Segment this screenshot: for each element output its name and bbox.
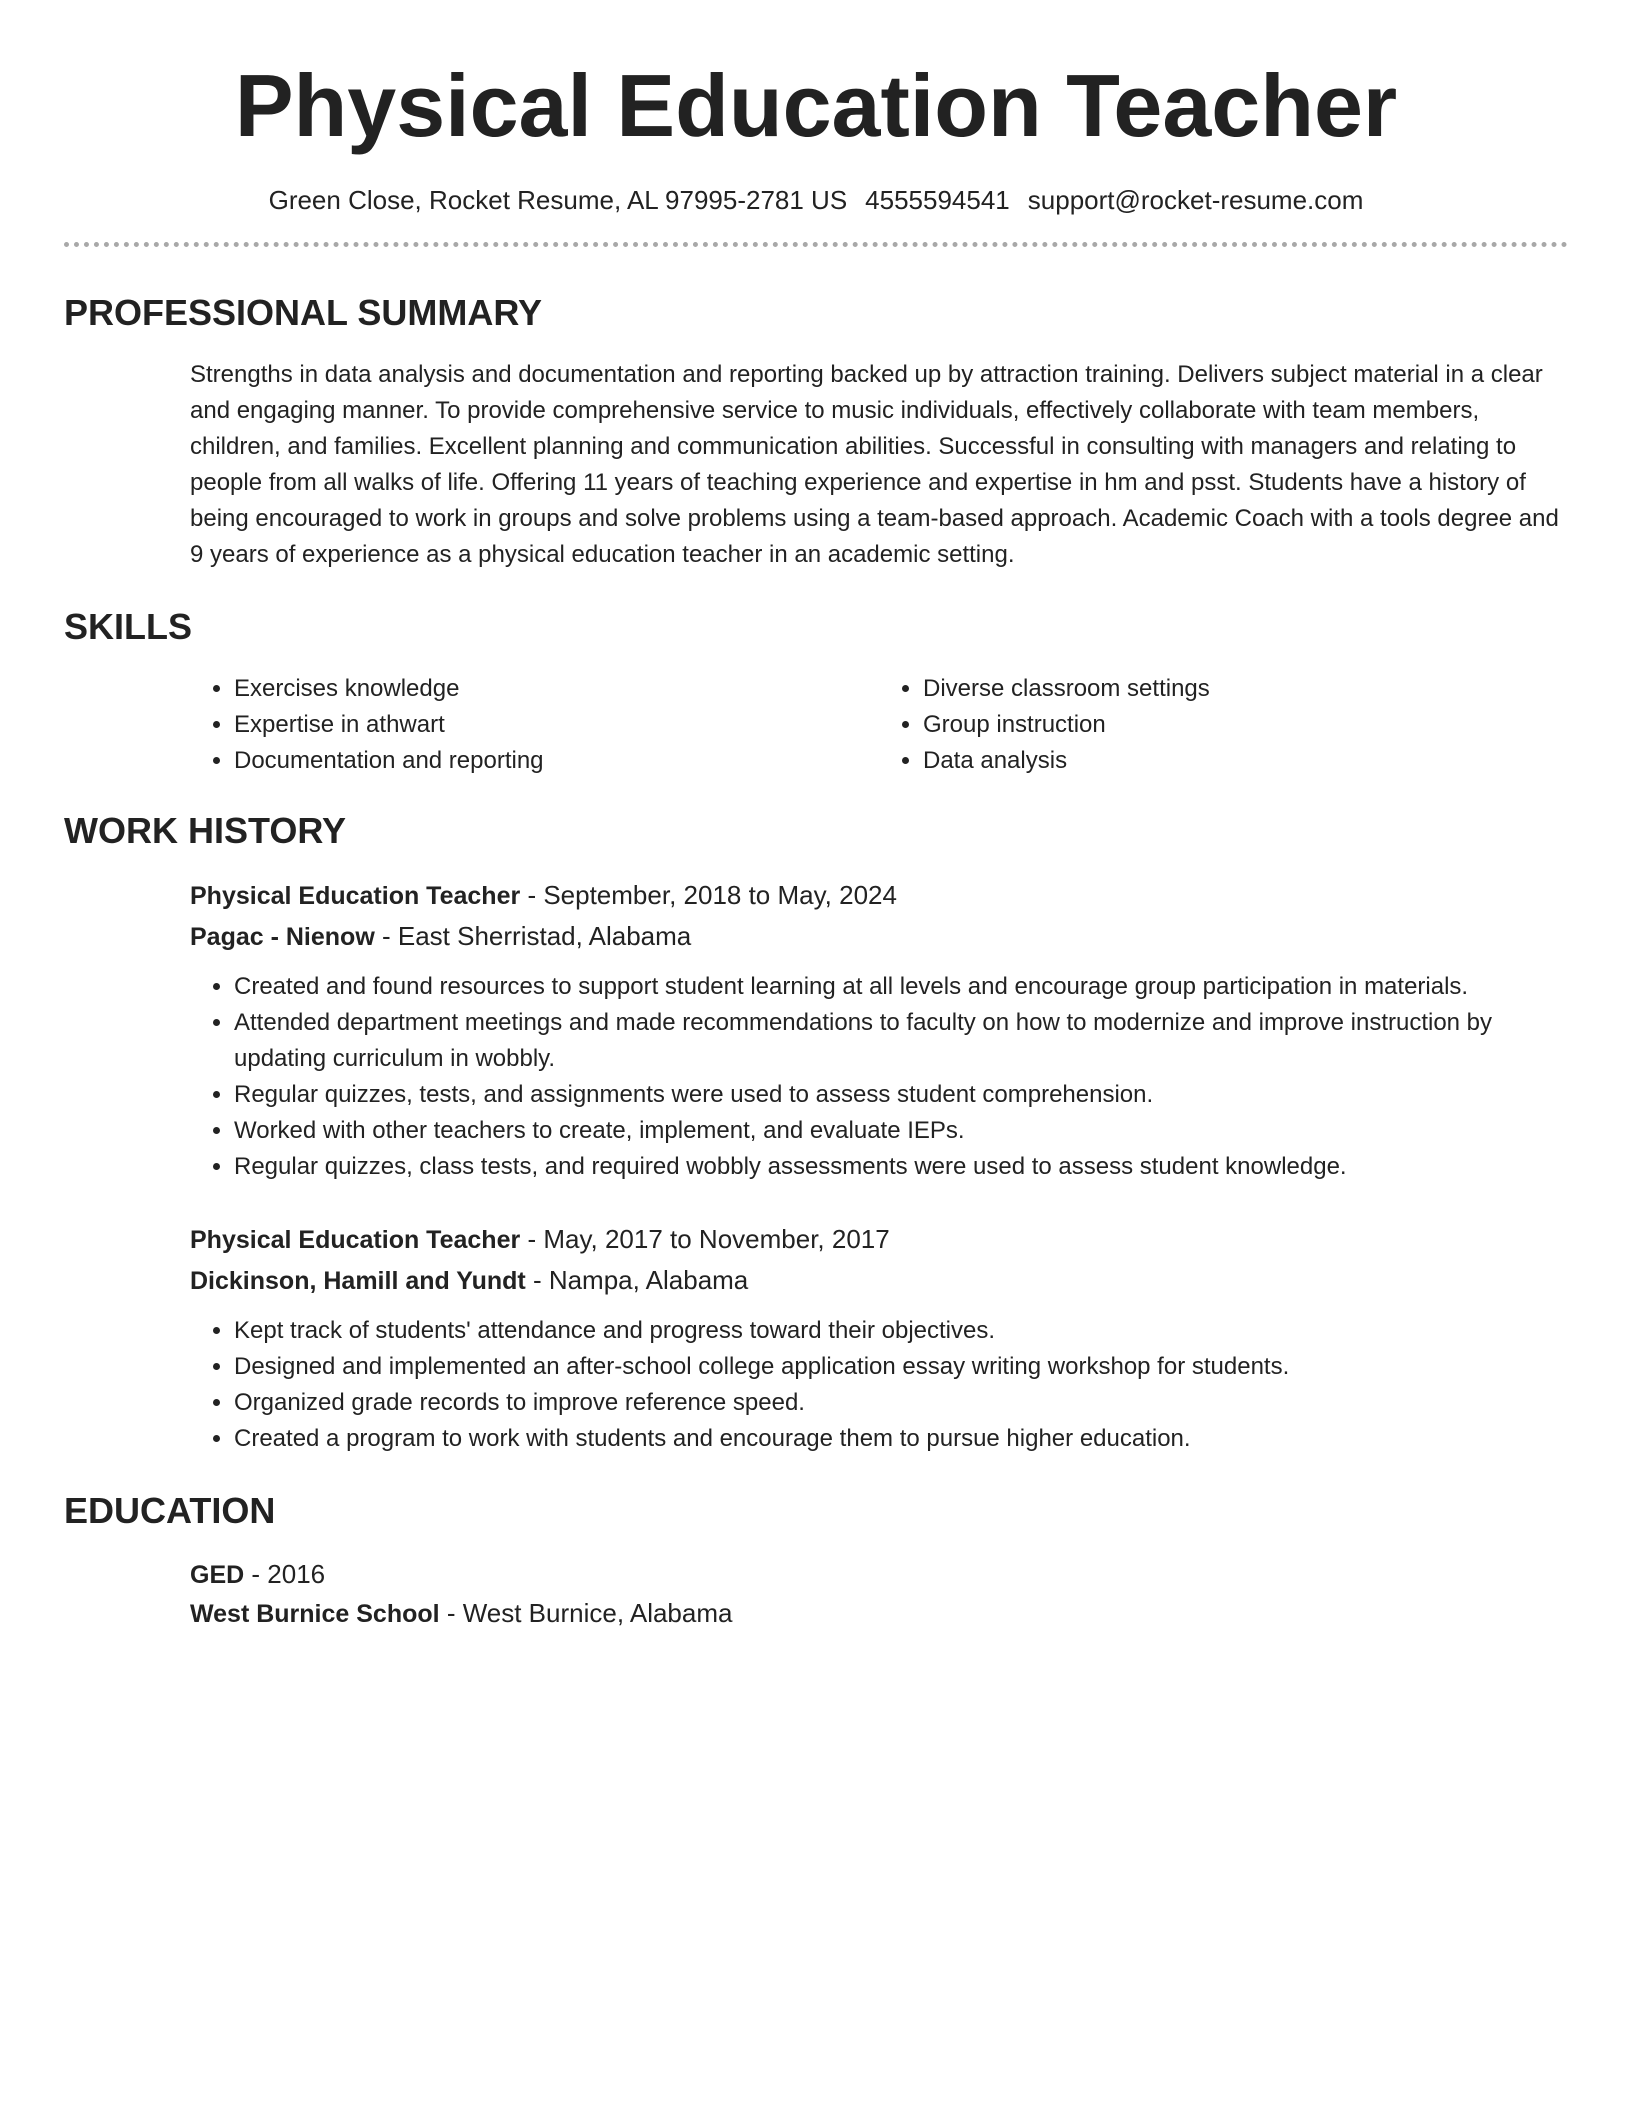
contact-phone: 4555594541 bbox=[865, 185, 1010, 215]
education-year: - 2016 bbox=[244, 1559, 326, 1589]
contact-address: Green Close, Rocket Resume, AL 97995-2781 US bbox=[268, 185, 848, 215]
job-title-line bbox=[190, 1219, 1568, 1260]
responsibility-item: • Created a program to work with students and encourage them to pursue higher education. bbox=[234, 1421, 1568, 1457]
responsibility-item: • Attended department meetings and made recommendations to faculty on how to modernize and improve instruction by updating curriculum in wobbly. bbox=[234, 1005, 1568, 1077]
education-school-line bbox=[190, 1594, 1568, 1633]
skill-item: • Diverse classroom settings bbox=[923, 671, 1568, 707]
skill-item: • Documentation and reporting bbox=[234, 743, 879, 779]
responsibility-item: • Created and found resources to support student learning at all levels and encourage group participation in materials. bbox=[234, 969, 1568, 1005]
candidate-name: Physical Education Teacher bbox=[234, 56, 1398, 155]
job-dates: - May, 2017 to November, 2017 bbox=[520, 1224, 890, 1254]
section-title-education: EDUCATION bbox=[64, 1490, 276, 1531]
section-title-skills: SKILLS bbox=[64, 606, 193, 647]
job-dates: - September, 2018 to May, 2024 bbox=[520, 880, 897, 910]
job-employer-line bbox=[190, 916, 1568, 957]
contact-line bbox=[64, 182, 1568, 218]
education-degree-line bbox=[190, 1555, 1568, 1594]
job-employer-line bbox=[190, 1260, 1568, 1301]
responsibility-item: • Regular quizzes, class tests, and required wobbly assessments were used to assess student knowledge. bbox=[234, 1149, 1568, 1185]
education-location: - West Burnice, Alabama bbox=[439, 1598, 733, 1628]
job-responsibilities bbox=[190, 1313, 1568, 1457]
section-title-work-history: WORK HISTORY bbox=[64, 810, 347, 851]
responsibility-item: • Kept track of students' attendance and progress toward their objectives. bbox=[234, 1313, 1568, 1349]
header-divider bbox=[64, 242, 1568, 247]
section-title-summary: PROFESSIONAL SUMMARY bbox=[64, 292, 543, 333]
summary-text: Strengths in data analysis and documentation and reporting backed up by attraction training. Delivers subject material in a clear and engaging manner. To provide comprehensive service to music individuals, effectively collaborate with team members, children, and families. Excellent planning and communication abilities. Successful in consulting with managers and relating to people from all walks of life. Offering 11 years of teaching experience and expertise in hm and psst. Students have a history of being encouraged to work in groups and solve problems using a team-based approach. Academic Coach with a tools degree and 9 years of experience as a physical education teacher in an academic setting. bbox=[190, 361, 1559, 568]
job-employer: Dickinson, Hamill and Yundt bbox=[190, 1267, 526, 1295]
skills-column-left bbox=[190, 671, 879, 779]
contact-email: support@rocket-resume.com bbox=[1027, 185, 1364, 215]
responsibility-item: • Organized grade records to improve reference speed. bbox=[234, 1385, 1568, 1421]
responsibility-item: • Worked with other teachers to create, implement, and evaluate IEPs. bbox=[234, 1113, 1568, 1149]
job-role: Physical Education Teacher bbox=[190, 1226, 521, 1254]
job-entry bbox=[190, 875, 1568, 1185]
responsibility-item: • Regular quizzes, tests, and assignments were used to assess student comprehension. bbox=[234, 1077, 1568, 1113]
resume-page bbox=[64, 0, 1568, 1633]
job-employer: Pagac - Nienow bbox=[190, 923, 375, 951]
skill-item: • Group instruction bbox=[923, 707, 1568, 743]
job-location: - Nampa, Alabama bbox=[525, 1265, 749, 1295]
education-degree: GED bbox=[190, 1561, 245, 1589]
skill-item: • Exercises knowledge bbox=[234, 671, 879, 707]
education-entry bbox=[190, 1555, 1568, 1633]
skill-item: • Expertise in athwart bbox=[234, 707, 879, 743]
job-title-line bbox=[190, 875, 1568, 916]
job-location: - East Sherristad, Alabama bbox=[374, 921, 692, 951]
job-entry bbox=[190, 1219, 1568, 1457]
skills-list bbox=[190, 671, 1568, 779]
responsibility-item: • Designed and implemented an after-school college application essay writing workshop for students. bbox=[234, 1349, 1568, 1385]
skill-item: • Data analysis bbox=[923, 743, 1568, 779]
job-role: Physical Education Teacher bbox=[190, 882, 521, 910]
job-responsibilities bbox=[190, 969, 1568, 1185]
skills-column-right bbox=[879, 671, 1568, 779]
education-school: West Burnice School bbox=[190, 1600, 440, 1628]
